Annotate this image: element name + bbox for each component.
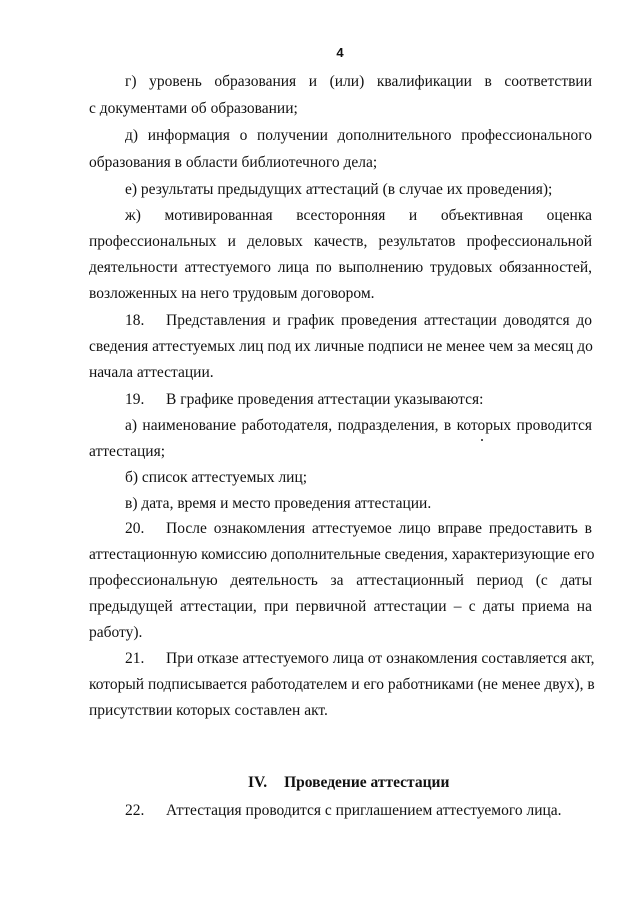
clause-21-line-1: При отказе аттестуемого лица от ознакомления составляется акт, bbox=[166, 650, 595, 667]
item-d-line-2: образования в области библиотечного дела; bbox=[89, 154, 378, 171]
clause-18-line-1: Представления и график проведения аттестации доводятся до bbox=[166, 312, 592, 329]
clause-21-number: 21. bbox=[125, 650, 145, 667]
page-number: 4 bbox=[336, 45, 344, 60]
clause-19-number: 19. bbox=[125, 391, 145, 408]
clause-20-line-3: профессиональную деятельность за аттестационный период (с даты bbox=[89, 572, 592, 589]
item-v-line-1: в) дата, время и место проведения аттестации. bbox=[125, 495, 432, 512]
item-zh-line-3: деятельности аттестуемого лица по выполнению трудовых обязанностей, bbox=[89, 259, 592, 276]
item-zh-line-1: ж) мотивированная всесторонняя и объективная оценка bbox=[125, 207, 592, 224]
item-b-line-1: б) список аттестуемых лиц; bbox=[125, 469, 308, 486]
clause-18-line-3: начала аттестации. bbox=[89, 364, 214, 381]
clause-20-number: 20. bbox=[125, 520, 145, 537]
item-g-line-1: г) уровень образования и (или) квалификации в соответствии bbox=[125, 73, 592, 90]
clause-20-line-5: работу). bbox=[89, 624, 143, 641]
item-g-line-2: с документами об образовании; bbox=[89, 100, 298, 117]
section-heading-number: IV. bbox=[248, 774, 268, 791]
item-a-line-1: а) наименование работодателя, подразделения, в которых проводится bbox=[125, 417, 592, 434]
clause-21-line-2: который подписывается работодателем и его работниками (не менее двух), в bbox=[89, 676, 595, 693]
clause-20-line-1: После ознакомления аттестуемое лицо вправе предоставить в bbox=[166, 520, 592, 537]
clause-21-line-3: присутствии которых составлен акт. bbox=[89, 702, 328, 719]
clause-18-line-2: сведения аттестуемых лиц под их личные подписи не менее чем за месяц до bbox=[89, 338, 593, 355]
clause-19-line-1: В графике проведения аттестации указываются: bbox=[166, 391, 484, 408]
item-a-line-2: аттестация; bbox=[89, 443, 166, 460]
clause-22-line-1: Аттестация проводится с приглашением аттестуемого лица. bbox=[166, 802, 562, 819]
section-heading bbox=[248, 773, 449, 793]
clause-22-number: 22. bbox=[125, 802, 145, 819]
item-e-line-1: е) результаты предыдущих аттестаций (в случае их проведения); bbox=[125, 181, 553, 198]
item-zh-line-2: профессиональных и деловых качеств, результатов профессиональной bbox=[89, 233, 592, 250]
section-heading-title: Проведение аттестации bbox=[284, 774, 450, 791]
item-zh-line-4: возложенных на него трудовым договором. bbox=[89, 285, 375, 302]
scan-speck bbox=[481, 439, 483, 441]
clause-20-line-2: аттестационную комиссию дополнительные сведения, характеризующие его bbox=[89, 546, 595, 563]
clause-20-line-4: предыдущей аттестации, при первичной аттестации – с даты приема на bbox=[89, 598, 592, 615]
item-d-line-1: д) информация о получении дополнительного профессионального bbox=[125, 127, 592, 144]
clause-18-number: 18. bbox=[125, 312, 145, 329]
